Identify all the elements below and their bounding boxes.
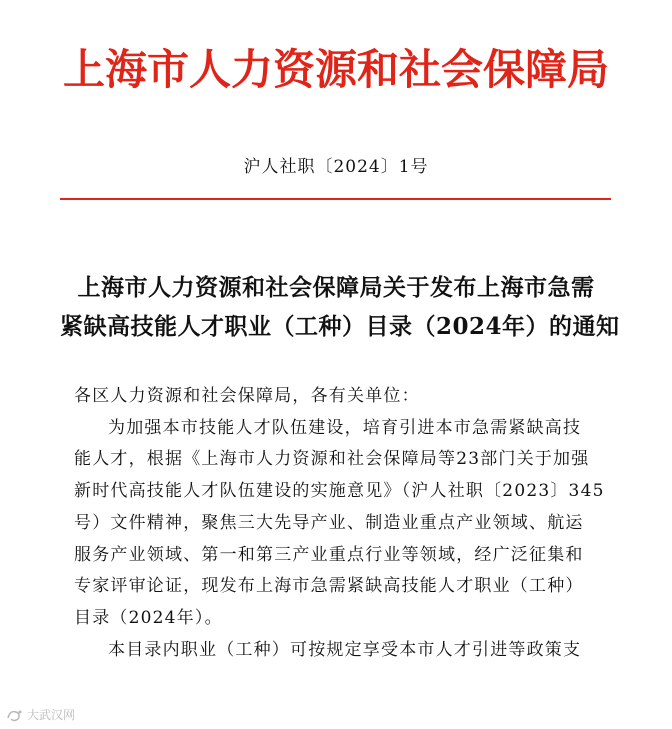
salutation: 各区人力资源和社会保障局，各有关单位： (74, 386, 420, 406)
paragraph-1-line-5: 服务产业领域、第一和第三产业重点行业等领域，经广泛征集和 (74, 544, 584, 565)
paragraph-1-line-7: 目录（2024年）。 (74, 607, 223, 628)
paragraph-1-line-4: 号）文件精神，聚焦三大先导产业、制造业重点产业领域、航运 (74, 512, 584, 533)
document-number: 沪人社职〔2024〕1号 (243, 157, 429, 177)
watermark-logo-icon (6, 708, 24, 722)
watermark (6, 706, 75, 723)
document-title (60, 268, 620, 346)
document-title-line-1: 上海市人力资源和社会保障局关于发布上海市急需 (77, 274, 595, 301)
watermark-text: 大武汉网 (27, 708, 76, 722)
agency-header: 上海市人力资源和社会保障局 (62, 45, 609, 94)
paragraph-2-line-1: 本目录内职业（工种）可按规定享受本市人才引进等政策支 (108, 639, 582, 660)
document-body (74, 381, 614, 666)
paragraph-1-line-1: 为加强本市技能人才队伍建设，培育引进本市急需紧缺高技 (108, 417, 582, 438)
paragraph-1-line-3: 新时代高技能人才队伍建设的实施意见》（沪人社职〔2023〕345 (74, 481, 605, 502)
paragraph-1-line-6: 专家评审论证，现发布上海市急需紧缺高技能人才职业（工种） (74, 576, 584, 597)
red-divider-line (60, 198, 611, 200)
document-title-line-2: 紧缺高技能人才职业（工种）目录（2024年）的通知 (60, 313, 620, 340)
paragraph-1-line-2: 能人才，根据《上海市人力资源和社会保障局等23部门关于加强 (74, 449, 590, 470)
